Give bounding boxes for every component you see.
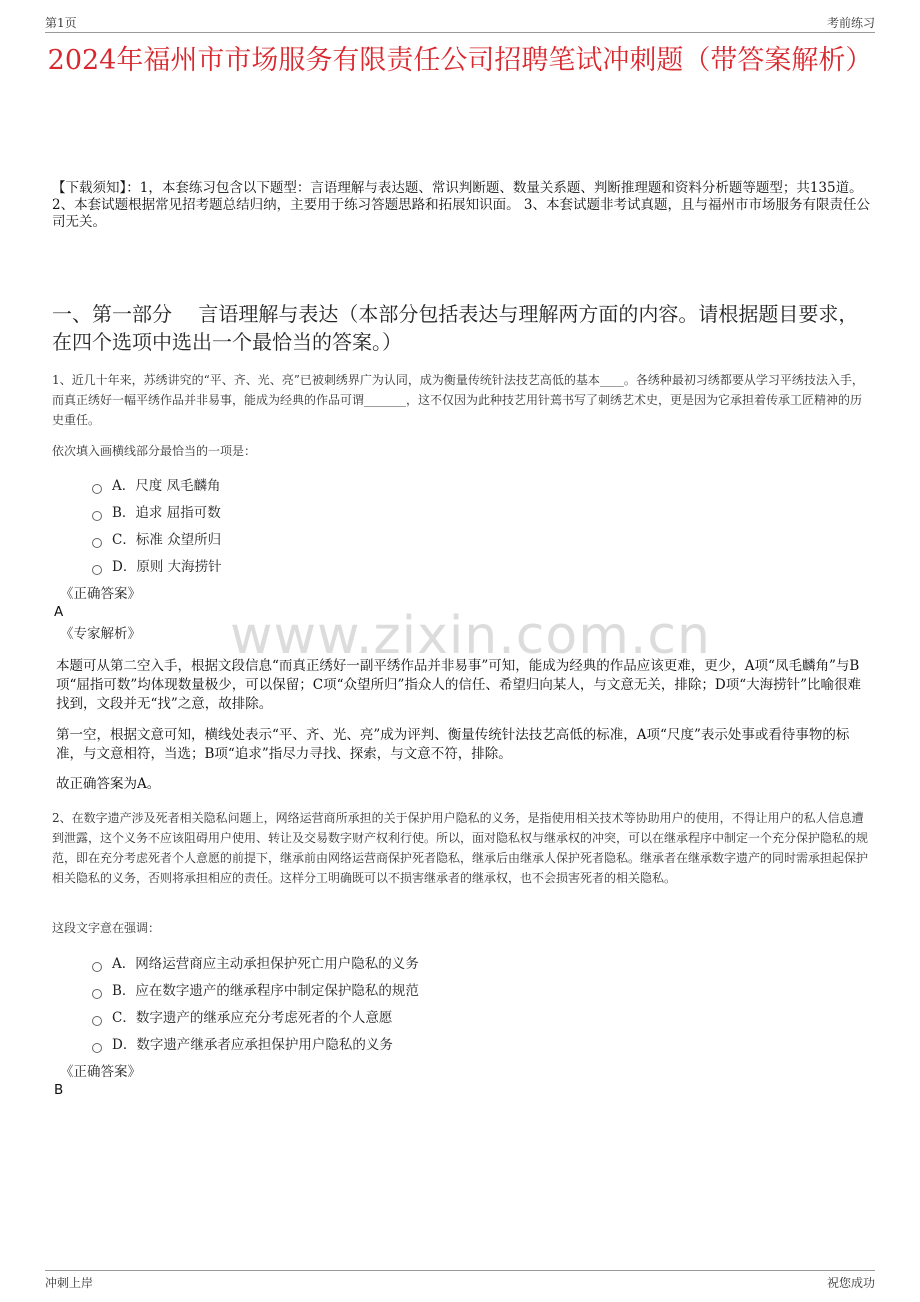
question-1-prompt: 依次填入画横线部分最恰当的一项是： [52, 444, 257, 458]
analysis-paragraph-2: 第一空，根据文意可知，横线处表示“平、齐、光、亮”成为评判、衡量传统针法技艺高低的标准，A项“尺度”表示处事或看待事物的标准，与文意相符，当选；B项“追求”指尽力寻找、探索，与文意不符，排除。 [56, 727, 850, 762]
page-number: 第1页 [45, 16, 77, 30]
radio-icon[interactable] [92, 538, 102, 548]
option-c[interactable]: C．标准 众望所归 [92, 526, 222, 553]
option-a[interactable]: A．尺度 凤毛麟角 [92, 472, 222, 499]
header-tag: 考前练习 [826, 16, 875, 30]
answer-value: A [54, 604, 64, 620]
option-a[interactable]: A．网络运营商应主动承担保护死亡用户隐私的义务 [92, 950, 419, 977]
radio-icon[interactable] [92, 511, 102, 521]
page-header [45, 12, 875, 33]
radio-icon[interactable] [92, 565, 102, 575]
option-b[interactable]: B．应在数字遗产的继承程序中制定保护隐私的规范 [92, 977, 419, 1004]
question-1-text: 1、近几十年来，苏绣讲究的“平、齐、光、亮”已被刺绣界广为认同，成为衡量传统针法技艺高低的基本____。各绣种最初习绣都要从学习平绣技法入手，而真正绣好一幅平绣作品并非易事，能成为经典的作品可谓_______，这不仅因为此种技艺用针蔫书写了刺绣艺术史，更是因为它承担着传承工匠精神的历史重任。 [52, 373, 864, 427]
radio-icon[interactable] [92, 1016, 102, 1026]
question-2-options [92, 950, 419, 1058]
analysis-paragraph-1: 本题可从第二空入手，根据文段信息“而真正绣好一副平绣作品并非易事”可知，能成为经典的作品应该更难，更少，A项“凤毛麟角”与B项“屈指可数”均体现数量极少，可以保留；C项“众望所归”指众人的信任、希望归向某人，与文意无关，排除；D项“大海捞针”比喻很难找到，文段并无“找”之意，故排除。 [56, 658, 862, 712]
answer-label: 《正确答案》 [60, 586, 141, 602]
question-2-text: 2、在数字遗产涉及死者相关隐私问题上，网络运营商所承担的关于保护用户隐私的义务，是指使用相关技术等协助用户的使用，不得让用户的私人信息遭到泄露，这个义务不应该阻碍用户使用、转让及交易数字财产权利行使。所以，面对隐私权与继承权的冲突，可以在继承程序中制定一个充分保护隐私的规范，即在充分考虑死者个人意愿的前提下，继承前由网络运营商保护死者隐私，继承后由继承人保护死者隐私。继承者在继承数字遗产的同时需承担起保护相关隐私的义务，否则将承担相应的责任。这样分工明确既可以不损害继承者的继承权，也不会损害死者的相关隐私。 [52, 811, 869, 885]
page-footer [45, 1270, 875, 1291]
option-d[interactable]: D．原则 大海捞针 [92, 553, 222, 580]
download-notice: 【下载须知】：1，本套练习包含以下题型：言语理解与表达题、常识判断题、数量关系题、判断推理题和资料分析题等题型；共135道。 2、本套试题根据常见招考题总结归纳，主要用于练习答题思路和拓展知识面。 3、本套试题非考试真题，且与福州市市场服务有限责任公司无关。 [52, 180, 870, 230]
section-heading: 一、第一部分 言语理解与表达（本部分包括表达与理解两方面的内容。请根据题目要求，在四个选项中选出一个最恰当的答案。） [52, 302, 859, 354]
radio-icon[interactable] [92, 962, 102, 972]
footer-left: 冲刺上岸 [45, 1276, 94, 1290]
radio-icon[interactable] [92, 989, 102, 999]
answer-value: B [54, 1082, 64, 1098]
analysis-label: 《专家解析》 [60, 626, 141, 642]
answer-label: 《正确答案》 [60, 1064, 141, 1080]
analysis-conclusion: 故正确答案为A。 [56, 776, 161, 792]
question-1-options [92, 472, 222, 580]
radio-icon[interactable] [92, 1043, 102, 1053]
option-c[interactable]: C．数字遗产的继承应充分考虑死者的个人意愿 [92, 1004, 419, 1031]
radio-icon[interactable] [92, 484, 102, 494]
watermark: www.zixin.com.cn [230, 606, 711, 666]
document-title: 2024年福州市市场服务有限责任公司招聘笔试冲刺题（带答案解析） [47, 45, 873, 76]
question-2-prompt: 这段文字意在强调： [52, 921, 161, 935]
footer-right: 祝您成功 [826, 1276, 875, 1290]
option-b[interactable]: B．追求 屈指可数 [92, 499, 222, 526]
option-d[interactable]: D．数字遗产继承者应承担保护用户隐私的义务 [92, 1031, 419, 1058]
